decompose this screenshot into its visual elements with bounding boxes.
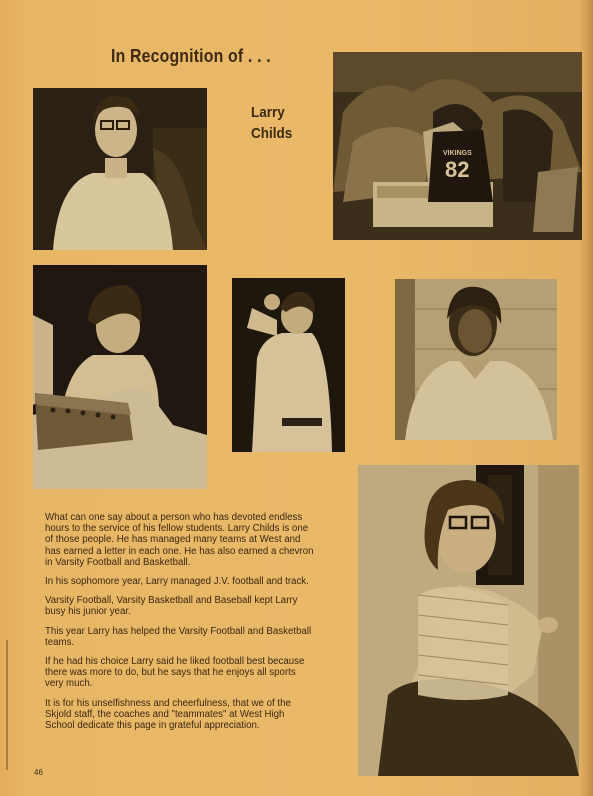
photo-hand-on-head xyxy=(232,278,345,452)
photo-portrait-smiling xyxy=(33,88,207,250)
paragraph-5: If he had his choice Larry said he liked football best because there was more to do, but he says that he enjoys all sports very much. xyxy=(45,656,305,690)
photo-scoreboard-controls xyxy=(33,265,207,489)
photo-equipment-pile xyxy=(333,52,582,240)
paragraph-1: What can one say about a person who has devoted endless hours to the service of his fellow students. Larry Childs is one of those people. He has managed many teams at West and has earned a letter in each one. He has also earned a chevron in Varsity Football and Basketball. xyxy=(45,512,314,568)
photo-seated-portrait xyxy=(358,465,579,776)
photo-by-wall xyxy=(395,279,557,440)
tribute-text xyxy=(45,512,314,739)
honoree-name xyxy=(251,102,292,144)
paragraph-3: Varsity Football, Varsity Basketball and Baseball kept Larry busy his junior year. xyxy=(45,595,298,618)
paragraph-4: This year Larry has helped the Varsity Football and Basketball teams. xyxy=(45,625,312,648)
jersey-text: VIKINGS xyxy=(443,150,472,157)
binding-mark xyxy=(6,640,8,770)
page-number: 46 xyxy=(34,768,43,777)
honoree-last-name: Childs xyxy=(251,125,293,142)
honoree-first-name: Larry xyxy=(251,104,285,121)
paragraph-2: In his sophomore year, Larry managed J.V. football and track. xyxy=(45,576,309,588)
svg-text:82: 82 xyxy=(445,157,470,182)
paragraph-6: It is for his unselfishness and cheerfulness, that we of the Skjold staff, the coaches and "teammates" at West High School dedicate this page in grateful appreciation. xyxy=(45,697,291,732)
page-title: In Recognition of . . . xyxy=(111,46,271,66)
